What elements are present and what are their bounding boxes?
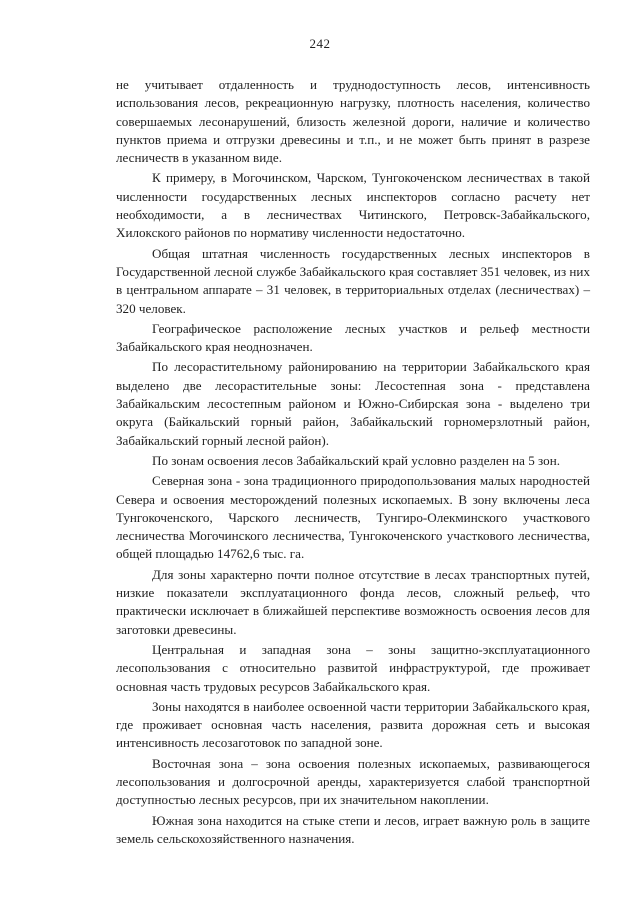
paragraph: Восточная зона – зона освоения полезных ископаемых, развивающегося лесопользования и долгосрочной аренды, характеризуется слабой транспортной доступностью лесных ресурсов, при их значительном накоплении.: [116, 755, 590, 808]
paragraph: Центральная и западная зона – зоны защитно-эксплуатационного лесопользования с относительно развитой инфраструктурой, где проживает основная часть трудовых ресурсов Забайкальского края.: [116, 641, 590, 694]
paragraph: не учитывает отдаленность и труднодоступность лесов, интенсивность использования лесов, рекреационную нагрузку, плотность населения, количество совершаемых лесонарушений, близость железной дороги, наличие и количество пунктов приема и отгрузки древесины и т.п., и не может быть принят в разрезе лесничеств в указанном виде.: [116, 77, 590, 166]
paragraph: К примеру, в Могочинском, Чарском, Тунгокоченском лесничествах в такой численности государственных лесных инспекторов согласно расчету нет необходимости, а в лесничествах Читинского, Петровск-Забайкальского, Хилокского районов по нормативу численности недостаточно.: [116, 170, 590, 241]
page-number: 242: [309, 36, 331, 51]
paragraph: Северная зона - зона традиционного природопользования малых народностей Севера и освоения месторождений полезных ископаемых. В зону включены леса Тунгокоченского, Чарского лесничеств, Тунгиро-Олекминского участкового лесничества Могочинского лесничества, Тунгокоченского участкового лесничества, общей площадью 14762,6 тыс. га.: [116, 473, 590, 562]
document-body: [116, 76, 590, 850]
paragraph: По лесорастительному районированию на территории Забайкальского края выделено две лесорастительные зоны: Лесостепная зона - представлена Забайкальским лесостепным районом и Южно-Сибирская зона - выделено три округа (Байкальский горный район, Забайкальский горномерзлотный район, Забайкальский горный лесной район).: [116, 359, 590, 448]
paragraph: Южная зона находится на стыке степи и лесов, играет важную роль в защите земель сельскохозяйственного назначения.: [116, 812, 590, 846]
paragraph: Географическое расположение лесных участков и рельеф местности Забайкальского края неоднозначен.: [116, 320, 590, 355]
paragraph: По зонам освоения лесов Забайкальский край условно разделен на 5 зон.: [152, 452, 560, 468]
paragraph: Зоны находятся в наиболее освоенной части территории Забайкальского края, где проживает основная часть населения, развита дорожная сеть и высокая интенсивность лесозаготовок по западной зоне.: [116, 698, 590, 751]
paragraph: Для зоны характерно почти полное отсутствие в лесах транспортных путей, низкие показатели эксплуатационного фонда лесов, сложный рельеф, что практически исключает в ближайшей перспективе возможность освоения лесов для заготовки древесины.: [116, 566, 590, 637]
paragraph: Общая штатная численность государственных лесных инспекторов в Государственной лесной службе Забайкальского края составляет 351 человек, из них в центральном аппарате – 31 человек, в территориальных отделах (лесничествах) – 320 человек.: [116, 245, 590, 316]
